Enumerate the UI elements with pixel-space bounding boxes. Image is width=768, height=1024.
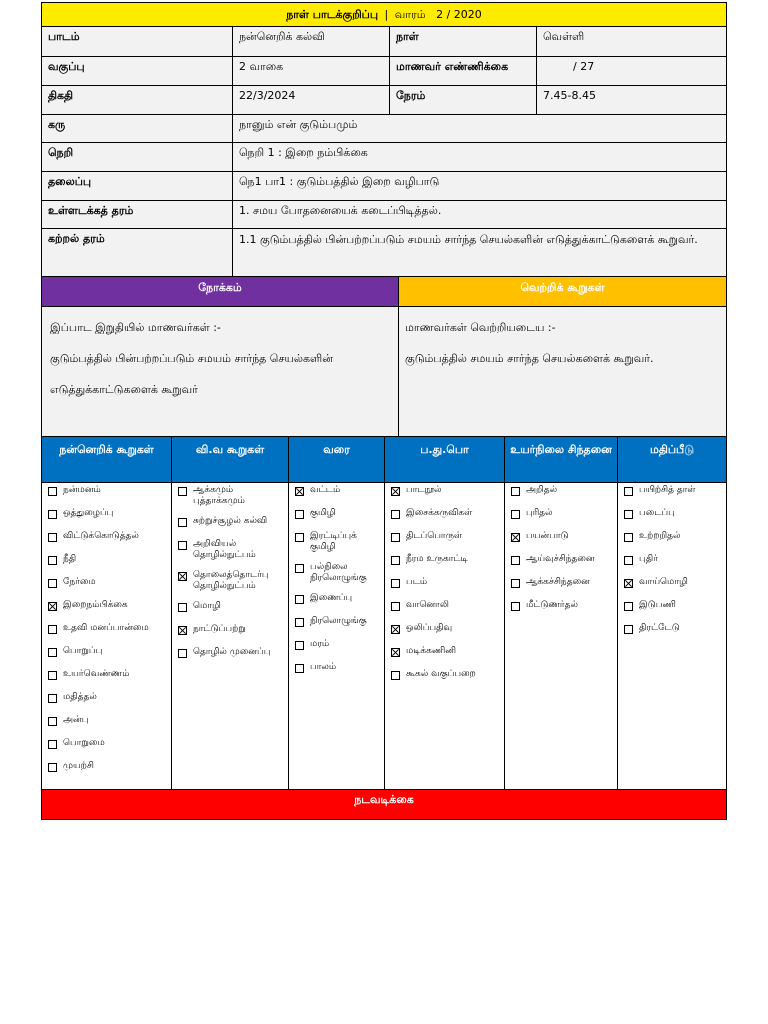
checked-box-icon[interactable] <box>391 648 400 657</box>
info-row-content <box>41 201 727 229</box>
checklist-item[interactable] <box>295 485 380 499</box>
checklist-item[interactable] <box>178 570 284 592</box>
title-cell <box>42 3 726 27</box>
checklist-item-label: இணைப்பு <box>310 593 353 603</box>
objective-criteria-header <box>41 277 727 307</box>
checklist-item-label: உற்றறிதல் <box>639 531 681 541</box>
checklist-item-label: புரிதல் <box>526 508 553 518</box>
checklist-item-label: உதவி மனப்பான்மை <box>63 623 149 633</box>
checkbox-icon[interactable] <box>295 595 304 604</box>
checkbox-icon[interactable] <box>624 510 633 519</box>
checklist-item[interactable] <box>511 554 613 568</box>
checklist-item-label: இசைக்கருவிகள் <box>406 508 473 518</box>
checklist-item-label: பல்நிலை நிரலொழுங்கு <box>310 562 367 583</box>
values-column-header: நன்னெறிக் கூறுகள் <box>42 437 172 483</box>
checklist-item-label: பொறுமை <box>63 738 105 748</box>
checklist-item[interactable] <box>295 508 380 522</box>
checklist-item[interactable] <box>48 669 167 683</box>
checklist-item-label: அறிதல் <box>526 485 558 495</box>
info-row-subject <box>41 27 727 57</box>
time-label: நேரம் <box>390 86 537 115</box>
checklist-item[interactable] <box>48 531 167 545</box>
checklist-item[interactable] <box>624 554 722 568</box>
checklist-item[interactable] <box>511 508 613 522</box>
theme-value: நானும் என் குடும்பமும் <box>233 115 726 143</box>
info-row-value <box>41 143 727 172</box>
checklist-item[interactable] <box>295 639 380 653</box>
checklist-item[interactable] <box>48 600 167 614</box>
checklists <box>41 483 727 789</box>
students-label: மாணவர் எண்ணிக்கை <box>390 57 537 86</box>
checklist-item-label: மீட்டுணர்தல் <box>526 600 578 610</box>
checklist-item[interactable] <box>295 662 380 676</box>
students-value: / 27 <box>537 57 726 86</box>
checklist-item-label: வட்டம் <box>310 485 341 495</box>
checklist-item-label: பொறுப்பு <box>63 646 103 656</box>
checklist-item[interactable] <box>295 593 380 607</box>
topic-value: நெ1 பா1 : குடும்பத்தில் இறை வழிபாடு <box>233 172 726 201</box>
checklist-item-label: படம் <box>406 577 428 587</box>
checklist-item[interactable] <box>48 738 167 752</box>
checklist-item[interactable] <box>391 577 500 591</box>
title-separator: | <box>384 8 389 21</box>
checklist-item-label: முயற்சி <box>63 761 94 771</box>
checklist-item[interactable] <box>178 516 284 530</box>
checklist-item[interactable] <box>178 624 284 638</box>
checkbox-icon[interactable] <box>295 533 304 542</box>
info-row-topic <box>41 172 727 201</box>
checkbox-icon[interactable] <box>624 487 633 496</box>
checklist-item-label: பயன்பாடு <box>526 531 569 541</box>
checklist-item[interactable] <box>391 554 500 568</box>
checked-box-icon[interactable] <box>178 572 187 581</box>
assessment-column-header: மதிப்பீடு <box>618 437 726 483</box>
objective-line-2: குடும்பத்தில் பின்பற்றப்படும் சமயம் சார்ந்த செயல்களின் <box>50 352 333 365</box>
checklist-item-label: மதித்தல் <box>63 692 97 702</box>
checkbox-icon[interactable] <box>48 533 57 542</box>
checklist-item-label: பயிற்சித் தாள் <box>639 485 696 495</box>
checkbox-icon[interactable] <box>48 648 57 657</box>
checkbox-icon[interactable] <box>48 763 57 772</box>
checklist-item[interactable] <box>295 531 380 553</box>
checklist-item[interactable] <box>624 623 722 637</box>
checkbox-icon[interactable] <box>295 618 304 627</box>
checklist-item-label: இறைநம்பிக்கை <box>63 600 128 610</box>
checklist-item[interactable] <box>624 577 722 591</box>
objective-line-3: எடுத்துக்காட்டுகளைக் கூறுவர் <box>50 383 198 396</box>
week-label: வாரம் <box>394 8 426 21</box>
success-criteria-header: வெற்றிக் கூறுகள் <box>399 277 726 307</box>
hots-checklist <box>505 483 618 789</box>
checked-box-icon[interactable] <box>48 602 57 611</box>
checkbox-icon[interactable] <box>178 603 187 612</box>
checklist-item[interactable] <box>48 623 167 637</box>
criteria-line-1: மாணவர்கள் வெற்றியடைய :- <box>405 321 556 334</box>
checklist-item-label: ஒத்துழைப்பு <box>63 508 114 518</box>
checklist-item[interactable] <box>391 531 500 545</box>
checklist-item-label: உயர்வெண்ணம் <box>63 669 130 679</box>
page-title: நாள் பாடக்குறிப்பு <box>286 8 379 21</box>
subject-label: பாடம் <box>42 27 233 57</box>
checklist-item-label: திடப்பொருள் <box>406 531 463 541</box>
checklist-item-label: கூகல் வகுப்பறை <box>406 669 476 679</box>
checklist-item-label: ஆக்கச்சிந்தனை <box>526 577 590 587</box>
values-checklist <box>42 483 172 789</box>
checkbox-icon[interactable] <box>511 579 520 588</box>
checklist-item-label: மடிக்கணினி <box>406 646 457 656</box>
assessment-checklist <box>618 483 726 789</box>
checklist-item-label: இடுபணி <box>639 600 676 610</box>
hots-column-header: உயர்நிலை சிந்தனை <box>505 437 618 483</box>
content-standard-value: 1. சமய போதனையைக் கடைப்பிடித்தல். <box>233 201 726 229</box>
cross-curricular-checklist <box>172 483 289 789</box>
checklist-item-label: அன்பு <box>63 715 89 725</box>
checklist-item-label: இரட்டிப்புக் குமிழி <box>310 531 357 552</box>
checklist-item-label: தொலைத்தொடர்பு தொழில்நுட்பம் <box>193 570 269 591</box>
checked-box-icon[interactable] <box>178 626 187 635</box>
checklist-item[interactable] <box>511 600 613 614</box>
checkbox-icon[interactable] <box>48 510 57 519</box>
checklist-item[interactable] <box>624 508 722 522</box>
checklist-item-label: சுற்றுச்சூழல் கல்வி <box>193 516 268 526</box>
checkbox-icon[interactable] <box>511 510 520 519</box>
checklist-item[interactable] <box>48 715 167 729</box>
checkbox-icon[interactable] <box>624 625 633 634</box>
objective-criteria-body <box>41 307 727 437</box>
checkbox-icon[interactable] <box>391 556 400 565</box>
element-columns-header <box>41 437 727 483</box>
objective-header: நோக்கம் <box>42 277 399 307</box>
moral-value-label: நெறி <box>42 143 233 172</box>
checklist-item[interactable] <box>48 761 167 775</box>
checkbox-icon[interactable] <box>295 641 304 650</box>
checklist-item-label: பாடநூல் <box>406 485 442 495</box>
checklist-item-label: மொழி <box>193 601 221 611</box>
day-value: வெள்ளி <box>537 27 726 57</box>
checklist-item-label: படைப்பு <box>639 508 675 518</box>
checklist-item-label: தொழில் முனைப்பு <box>193 647 271 657</box>
checked-box-icon[interactable] <box>295 487 304 496</box>
checklist-item-label: அறிவியல் தொழில்நுட்பம் <box>193 539 256 560</box>
checklist-item-label: ஆக்கமும் புத்தாக்கமும் <box>193 485 245 506</box>
checklist-item[interactable] <box>391 600 500 614</box>
cross-curricular-column-header: வி.வ கூறுகள் <box>172 437 289 483</box>
checklist-item[interactable] <box>391 623 500 637</box>
date-label: திகதி <box>42 86 233 115</box>
checklist-item[interactable] <box>511 577 613 591</box>
info-row-date <box>41 86 727 115</box>
checklist-item[interactable] <box>48 577 167 591</box>
title-row <box>41 2 727 27</box>
teaching-aids-checklist <box>385 483 505 789</box>
checklist-item[interactable] <box>511 485 613 499</box>
checklist-item-label: நீதி <box>63 554 77 564</box>
checklist-item[interactable] <box>624 531 722 545</box>
learning-standard-label: கற்றல் தரம் <box>42 229 233 277</box>
checklist-item-label: வானொலி <box>406 600 449 610</box>
day-label: நாள் <box>390 27 537 57</box>
checkbox-icon[interactable] <box>48 717 57 726</box>
checklist-item-label: குமிழி <box>310 508 336 518</box>
checklist-item[interactable] <box>511 531 613 545</box>
checklist-item[interactable] <box>391 646 500 660</box>
checklist-item[interactable] <box>178 539 284 561</box>
time-value: 7.45-8.45 <box>537 86 726 115</box>
learning-standard-value: 1.1 குடும்பத்தில் பின்பற்றப்படும் சமயம் சார்ந்த செயல்களின் எடுத்துக்காட்டுகளைக் கூறுவர். <box>233 229 726 277</box>
criteria-body <box>399 307 726 437</box>
checkbox-icon[interactable] <box>624 533 633 542</box>
checklist-item[interactable] <box>178 485 284 507</box>
checklist-item[interactable] <box>178 601 284 615</box>
checklist-item[interactable] <box>295 616 380 630</box>
class-label: வகுப்பு <box>42 57 233 86</box>
checklist-item[interactable] <box>48 508 167 522</box>
checklist-item[interactable] <box>624 485 722 499</box>
checkbox-icon[interactable] <box>48 625 57 634</box>
checklist-item[interactable] <box>295 562 380 584</box>
checkbox-icon[interactable] <box>624 556 633 565</box>
checkbox-icon[interactable] <box>511 602 520 611</box>
checklist-item[interactable] <box>48 554 167 568</box>
checklist-item-label: ஒலிப்பதிவு <box>406 623 453 633</box>
class-value: 2 வாகை <box>233 57 390 86</box>
checklist-item-label: நாட்டுப்பற்று <box>193 624 246 634</box>
checkbox-icon[interactable] <box>391 533 400 542</box>
checklist-item-label: வாய்மொழி <box>639 577 688 587</box>
objective-body <box>42 307 399 437</box>
checklist-item-label: மரம் <box>310 639 330 649</box>
checkbox-icon[interactable] <box>391 602 400 611</box>
thinking-map-column-header: வரை <box>289 437 385 483</box>
info-row-class <box>41 57 727 86</box>
content-standard-label: உள்ளடக்கத் தரம் <box>42 201 233 229</box>
checkbox-icon[interactable] <box>295 510 304 519</box>
checked-box-icon[interactable] <box>391 625 400 634</box>
checklist-item[interactable] <box>48 485 167 499</box>
checklist-item-label: பாலம் <box>310 662 337 672</box>
checklist-item-label: புதிர் <box>639 554 658 564</box>
checklist-item[interactable] <box>624 600 722 614</box>
checklist-item[interactable] <box>391 669 500 683</box>
checkbox-icon[interactable] <box>178 487 187 496</box>
checked-box-icon[interactable] <box>511 533 520 542</box>
checklist-item-label: நிரலொழுங்கு <box>310 616 367 626</box>
subject-value: நன்னெறிக் கல்வி <box>233 27 390 57</box>
teaching-aids-column-header: ப.து.பொ <box>385 437 505 483</box>
checkbox-icon[interactable] <box>624 602 633 611</box>
checkbox-icon[interactable] <box>295 564 304 573</box>
checkbox-icon[interactable] <box>178 518 187 527</box>
checklist-item-label: திரட்டேடு <box>639 623 680 633</box>
activity-header: நடவடிக்கை <box>41 789 727 820</box>
checklist-item-label: விட்டுக்கொடுத்தல் <box>63 531 139 541</box>
checkbox-icon[interactable] <box>178 649 187 658</box>
checked-box-icon[interactable] <box>624 579 633 588</box>
checked-box-icon[interactable] <box>391 487 400 496</box>
info-row-theme <box>41 115 727 143</box>
checklist-item[interactable] <box>391 508 500 522</box>
checkbox-icon[interactable] <box>48 556 57 565</box>
moral-value-value: நெறி 1 : இறை நம்பிக்கை <box>233 143 726 172</box>
lesson-plan-sheet <box>41 2 727 820</box>
objective-line-1: இப்பாட இறுதியில் மாணவர்கள் :- <box>50 321 221 334</box>
theme-label: கரு <box>42 115 233 143</box>
checkbox-icon[interactable] <box>48 740 57 749</box>
checkbox-icon[interactable] <box>511 487 520 496</box>
checkbox-icon[interactable] <box>391 671 400 680</box>
checkbox-icon[interactable] <box>511 556 520 565</box>
week-value: 2 / 2020 <box>436 8 482 21</box>
date-value: 22/3/2024 <box>233 86 390 115</box>
checkbox-icon[interactable] <box>391 579 400 588</box>
checklist-item[interactable] <box>178 647 284 661</box>
checklist-item[interactable] <box>48 692 167 706</box>
thinking-map-checklist <box>289 483 385 789</box>
checklist-item-label: ஆய்வுச்சிந்தனை <box>526 554 595 564</box>
checklist-item-label: நன்மனம் <box>63 485 101 495</box>
checkbox-icon[interactable] <box>48 671 57 680</box>
criteria-line-2: குடும்பத்தில் சமயம் சார்ந்த செயல்களைக் கூறுவர். <box>405 352 654 365</box>
checklist-item-label: நீரம உருகாட்டி <box>406 554 468 564</box>
checkbox-icon[interactable] <box>48 579 57 588</box>
checkbox-icon[interactable] <box>178 541 187 550</box>
checkbox-icon[interactable] <box>48 487 57 496</box>
info-row-learning <box>41 229 727 277</box>
checklist-item-label: நேர்மை <box>63 577 96 587</box>
checklist-item[interactable] <box>391 485 500 499</box>
topic-label: தலைப்பு <box>42 172 233 201</box>
checkbox-icon[interactable] <box>48 694 57 703</box>
checkbox-icon[interactable] <box>391 510 400 519</box>
checkbox-icon[interactable] <box>295 664 304 673</box>
checklist-item[interactable] <box>48 646 167 660</box>
